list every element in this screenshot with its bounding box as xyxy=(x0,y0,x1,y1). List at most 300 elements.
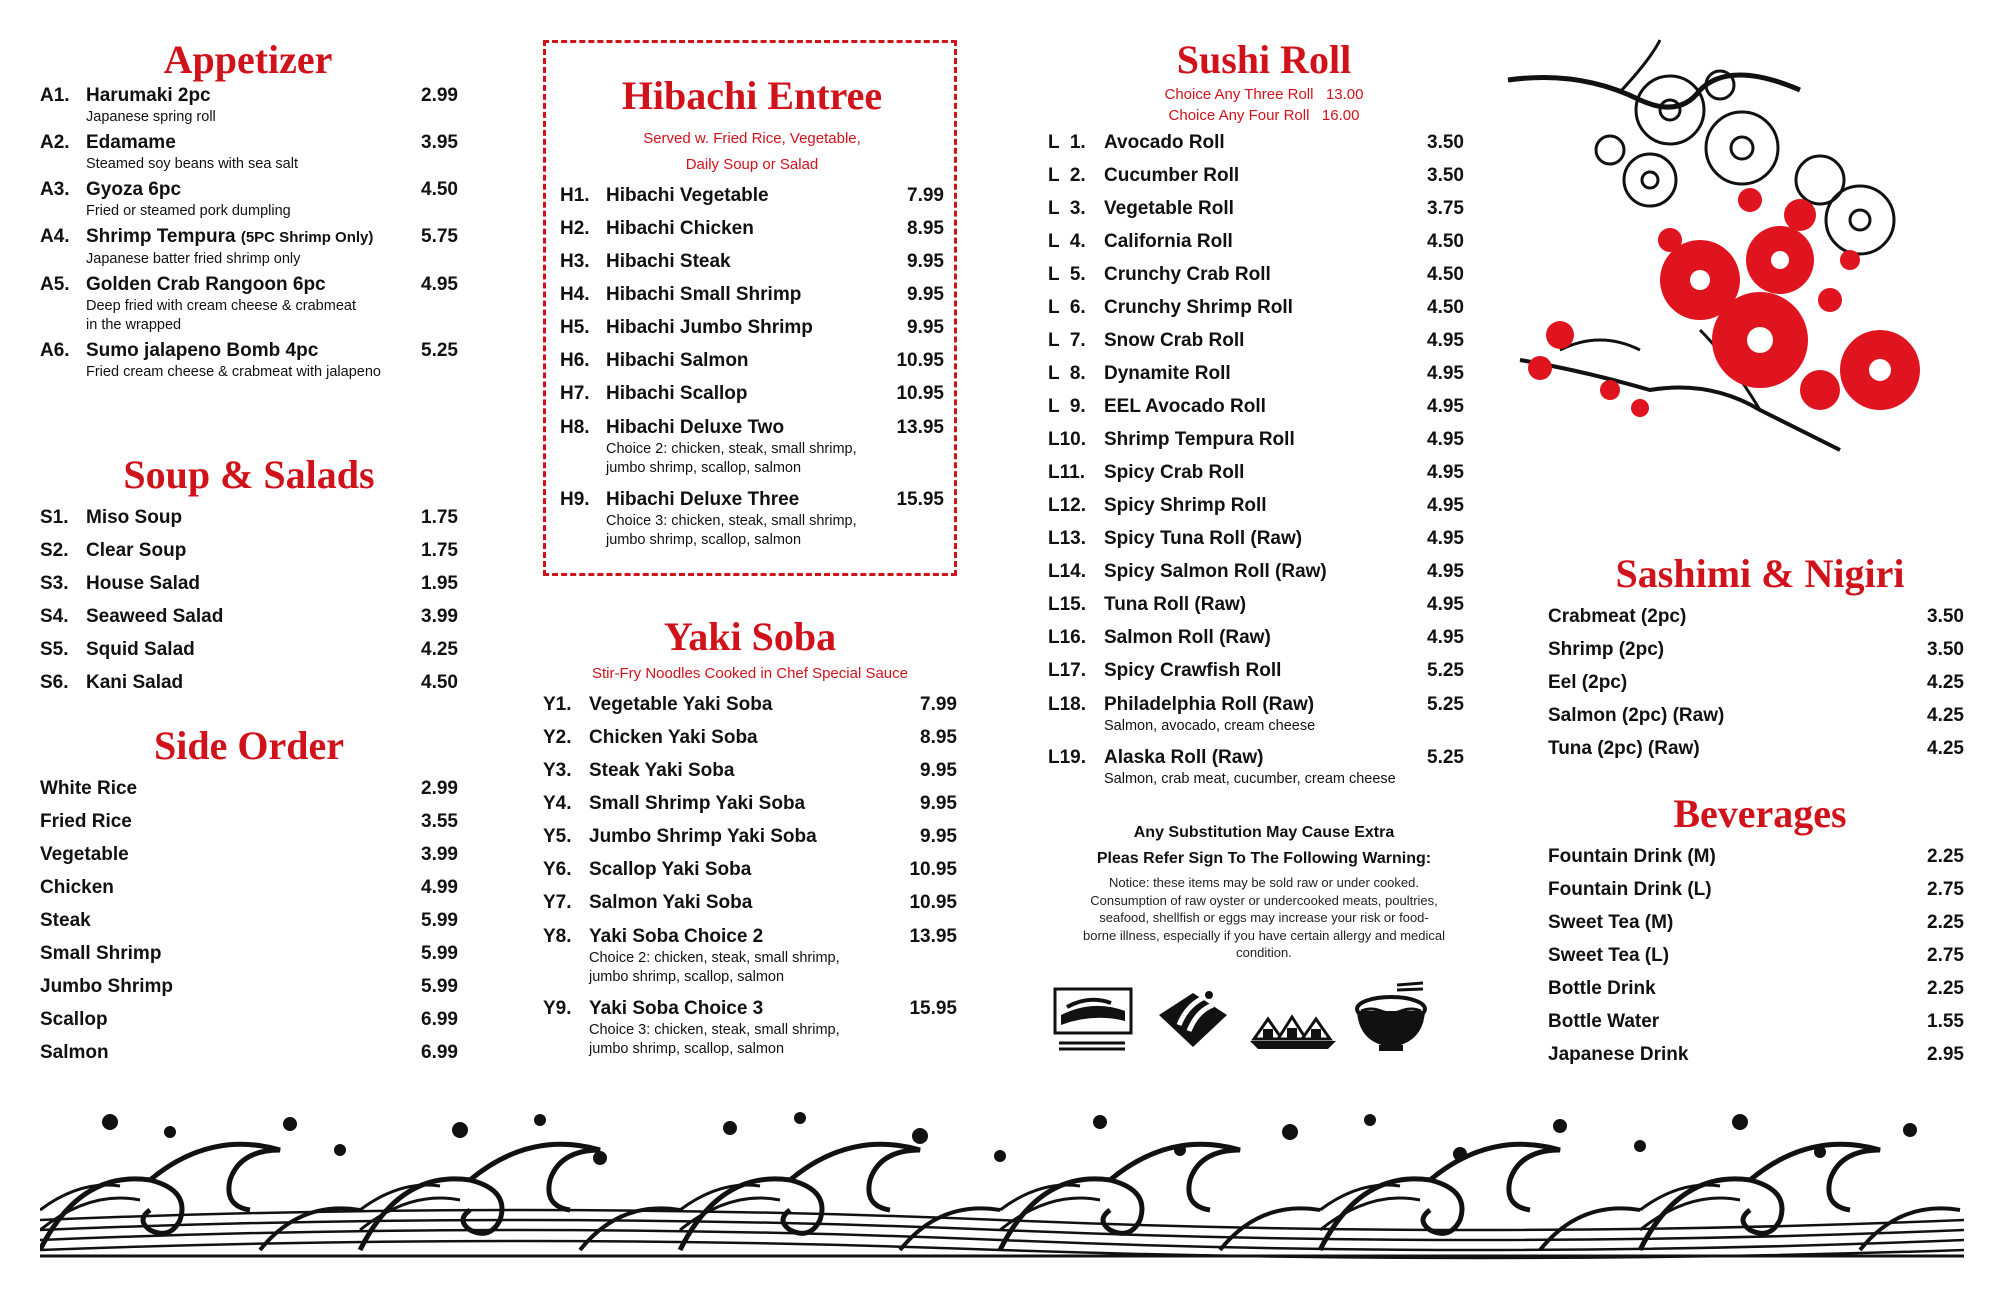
item-price: 4.25 xyxy=(1927,738,1964,759)
item-price: 4.50 xyxy=(1427,231,1464,252)
item-price: 5.25 xyxy=(1427,694,1464,715)
menu-item xyxy=(1048,258,1464,291)
item-price: 4.95 xyxy=(1427,396,1464,417)
item-name: Hibachi Jumbo Shrimp xyxy=(606,317,813,338)
menu-item xyxy=(560,377,944,410)
notice-text: condition. xyxy=(1236,945,1292,960)
item-price: 3.50 xyxy=(1427,165,1464,186)
item-price: 3.75 xyxy=(1427,198,1464,219)
item-name: Salmon Yaki Soba xyxy=(589,891,753,913)
item-name: Steak Yaki Soba xyxy=(589,759,735,781)
item-code: Y1. xyxy=(543,693,572,715)
item-name: Snow Crab Roll xyxy=(1104,330,1245,351)
item-name: Kani Salad xyxy=(86,672,184,693)
menu-item xyxy=(1548,633,1964,666)
item-code: L 9. xyxy=(1048,396,1086,417)
menu-item xyxy=(1048,192,1464,225)
item-name: Fountain Drink (M) xyxy=(1548,846,1716,867)
menu-item xyxy=(40,225,458,269)
item-price: 4.95 xyxy=(1427,363,1464,384)
menu-item xyxy=(1548,972,1964,1005)
menu-item xyxy=(543,754,957,787)
item-price: 2.95 xyxy=(1927,1044,1964,1065)
item-name: Spicy Crawfish Roll xyxy=(1104,660,1282,681)
item-name: Hibachi Salmon xyxy=(606,350,749,371)
item-price: 4.25 xyxy=(1927,672,1964,693)
menu-item xyxy=(40,501,458,534)
menu-item xyxy=(1548,840,1964,873)
menu-item xyxy=(40,178,458,221)
item-name: Tuna Roll (Raw) xyxy=(1104,594,1247,615)
item-code: L 3. xyxy=(1048,198,1086,219)
section-subtitle: Stir-Fry Noodles Cooked in Chef Special Sauce xyxy=(592,665,908,682)
sashimi-section xyxy=(1548,551,1964,765)
item-price: 15.95 xyxy=(896,489,944,510)
menu-item xyxy=(560,311,944,344)
item-name: Bottle Water xyxy=(1548,1011,1660,1032)
item-price: 4.95 xyxy=(1427,561,1464,582)
item-code: Y2. xyxy=(543,726,572,748)
menu-item xyxy=(543,997,957,1059)
item-code: S2. xyxy=(40,540,69,561)
menu-item xyxy=(40,1003,458,1036)
menu-item xyxy=(1548,666,1964,699)
item-price: 13.95 xyxy=(896,417,944,438)
item-name: Vegetable xyxy=(40,844,129,865)
item-price: 4.50 xyxy=(421,672,458,693)
item-name: Salmon (2pc) (Raw) xyxy=(1548,705,1725,726)
sushi-roll-section xyxy=(1048,37,1464,793)
item-code: S4. xyxy=(40,606,69,627)
menu-item xyxy=(1548,1038,1964,1071)
section-subtitle: Daily Soup or Salad xyxy=(685,156,819,173)
section-subtitle: Choice Any Three Roll 13.00 xyxy=(1164,86,1364,103)
item-name: Hibachi Scallop xyxy=(606,383,748,404)
item-code: S1. xyxy=(40,507,69,528)
sashimi-icon xyxy=(1053,985,1135,1055)
item-price: 10.95 xyxy=(896,350,944,371)
item-code: L13. xyxy=(1048,528,1087,549)
item-code: H6. xyxy=(560,350,590,371)
item-name: EEL Avocado Roll xyxy=(1104,396,1266,417)
item-code: H3. xyxy=(560,251,590,272)
item-name: Japanese Drink xyxy=(1548,1044,1689,1065)
food-icons-row xyxy=(1053,985,1473,1065)
menu-item xyxy=(1048,225,1464,258)
item-desc: jumbo shrimp, scallop, salmon xyxy=(589,968,785,985)
menu-item xyxy=(1048,390,1464,423)
item-price: 5.25 xyxy=(1427,660,1464,681)
item-price: 4.95 xyxy=(1427,627,1464,648)
wave-border-icon xyxy=(40,1110,1964,1260)
item-code: L15. xyxy=(1048,594,1087,615)
item-desc: Choice 2: chicken, steak, small shrimp, xyxy=(589,949,840,966)
item-price: 1.55 xyxy=(1927,1011,1964,1032)
menu-item xyxy=(1548,906,1964,939)
menu-item xyxy=(40,838,458,871)
item-code: S6. xyxy=(40,672,69,693)
item-name: Shrimp Tempura Roll xyxy=(1104,429,1295,450)
item-name: Yaki Soba Choice 3 xyxy=(589,997,764,1019)
section-title: Sushi Roll xyxy=(1176,37,1352,82)
item-price: 10.95 xyxy=(909,891,957,913)
item-code: L19. xyxy=(1048,747,1087,768)
item-name: Shrimp (2pc) xyxy=(1548,639,1665,660)
section-title: Beverages xyxy=(1673,791,1847,836)
menu-item xyxy=(40,273,458,335)
item-price: 5.99 xyxy=(421,910,458,931)
item-code: A6. xyxy=(40,340,70,361)
menu-item xyxy=(40,666,458,699)
menu-item xyxy=(560,245,944,278)
item-name: Hibachi Deluxe Two xyxy=(606,417,785,438)
item-code: H1. xyxy=(560,185,590,206)
appetizer-section xyxy=(40,37,458,386)
menu-item xyxy=(40,131,458,174)
item-price: 5.99 xyxy=(421,943,458,964)
item-code: H5. xyxy=(560,317,590,338)
item-name: Jumbo Shrimp xyxy=(40,976,174,997)
menu-item xyxy=(560,416,944,478)
item-name: Edamame xyxy=(86,132,176,153)
item-price: 9.95 xyxy=(907,284,944,305)
item-price: 5.25 xyxy=(1427,747,1464,768)
menu-item xyxy=(1548,1005,1964,1038)
item-price: 2.99 xyxy=(421,778,458,799)
item-name: Fountain Drink (L) xyxy=(1548,879,1712,900)
notice-block xyxy=(1064,820,1464,962)
item-price: 3.50 xyxy=(1427,132,1464,153)
item-price: 7.99 xyxy=(920,693,957,715)
item-price: 3.50 xyxy=(1927,639,1964,660)
notice-text: Notice: these items may be sold raw or under cooked. xyxy=(1109,875,1419,890)
item-price: 3.55 xyxy=(421,811,458,832)
menu-item xyxy=(1048,621,1464,654)
item-price: 1.75 xyxy=(421,507,458,528)
item-name: House Salad xyxy=(86,573,201,594)
item-price: 2.75 xyxy=(1927,879,1964,900)
item-price: 3.99 xyxy=(421,606,458,627)
menu-item xyxy=(1548,873,1964,906)
notice-text: Consumption of raw oyster or undercooked meats, poultries, xyxy=(1090,892,1438,908)
item-name: Yaki Soba Choice 2 xyxy=(589,925,764,947)
item-code: Y7. xyxy=(543,891,572,913)
notice-text: borne illness, especially if you have certain allergy and medical xyxy=(1082,927,1446,943)
item-code: Y5. xyxy=(543,825,572,847)
item-price: 10.95 xyxy=(909,858,957,880)
notice-heading: Any Substitution May Cause Extra xyxy=(1133,824,1395,841)
item-name: Sumo jalapeno Bomb 4pc xyxy=(86,340,319,361)
menu-item xyxy=(1548,732,1964,765)
noodle-bowl-icon xyxy=(1353,981,1433,1055)
menu-item xyxy=(560,488,944,550)
item-name: Miso Soup xyxy=(86,507,183,528)
item-name: Eel (2pc) xyxy=(1548,672,1628,693)
item-price: 4.95 xyxy=(1427,330,1464,351)
item-desc: Choice 3: chicken, steak, small shrimp, xyxy=(606,513,857,529)
menu-item xyxy=(40,600,458,633)
item-desc: Fried or steamed pork dumpling xyxy=(86,203,291,219)
item-price: 8.95 xyxy=(920,726,957,748)
menu-item xyxy=(40,970,458,1003)
item-name: Salmon xyxy=(40,1042,109,1063)
item-code: A3. xyxy=(40,179,70,200)
item-price: 4.95 xyxy=(1427,528,1464,549)
item-desc: Salmon, crab meat, cucumber, cream cheese xyxy=(1104,771,1396,787)
menu-item xyxy=(543,925,957,987)
menu-item xyxy=(543,853,957,886)
notice-heading: Pleas Refer Sign To The Following Warning: xyxy=(1096,850,1432,867)
yaki-soba-section xyxy=(543,614,957,1063)
item-price: 4.50 xyxy=(421,179,458,200)
item-name: Hibachi Vegetable xyxy=(606,185,769,206)
menu-item xyxy=(543,721,957,754)
item-name: Sweet Tea (M) xyxy=(1548,912,1674,933)
item-name: Seaweed Salad xyxy=(86,606,224,627)
item-name: Squid Salad xyxy=(86,639,195,660)
item-name: Hibachi Chicken xyxy=(606,218,754,239)
section-title: Sashimi & Nigiri xyxy=(1615,551,1905,596)
item-code: Y8. xyxy=(543,925,572,947)
item-desc: Salmon, avocado, cream cheese xyxy=(1104,718,1316,734)
soup-section xyxy=(40,452,458,699)
item-price: 1.95 xyxy=(421,573,458,594)
menu-item xyxy=(1048,159,1464,192)
item-price: 5.25 xyxy=(421,340,458,361)
item-desc: Choice 2: chicken, steak, small shrimp, xyxy=(606,441,857,457)
menu-item xyxy=(1048,357,1464,390)
item-code: H8. xyxy=(560,417,590,438)
item-price: 3.50 xyxy=(1927,606,1964,627)
item-desc: jumbo shrimp, scallop, salmon xyxy=(606,460,802,476)
menu-item xyxy=(560,278,944,311)
item-price: 9.95 xyxy=(920,825,957,847)
item-code: L12. xyxy=(1048,495,1087,516)
menu-item xyxy=(1548,600,1964,633)
item-code: Y6. xyxy=(543,858,572,880)
menu-item xyxy=(1048,654,1464,687)
item-code: S3. xyxy=(40,573,69,594)
section-title: Yaki Soba xyxy=(663,614,837,659)
item-name-note: (5PC Shrimp Only) xyxy=(240,229,374,246)
item-code: L16. xyxy=(1048,627,1087,648)
item-code: L 6. xyxy=(1048,297,1086,318)
item-code: S5. xyxy=(40,639,69,660)
item-code: A1. xyxy=(40,85,70,106)
menu-item xyxy=(543,787,957,820)
item-name: Tuna (2pc) (Raw) xyxy=(1548,738,1700,759)
item-name: Crunchy Crab Roll xyxy=(1104,264,1271,285)
menu-item xyxy=(1048,324,1464,357)
menu-item xyxy=(40,534,458,567)
menu-item xyxy=(1048,126,1464,159)
item-code: A5. xyxy=(40,274,70,295)
item-price: 4.95 xyxy=(1427,429,1464,450)
item-code: H9. xyxy=(560,489,590,510)
item-name: Avocado Roll xyxy=(1104,132,1225,153)
item-name: Chicken Yaki Soba xyxy=(589,726,758,748)
side-order-section xyxy=(40,723,458,1069)
item-name: Hibachi Small Shrimp xyxy=(606,284,802,305)
item-desc: Fried cream cheese & crabmeat with jalapeno xyxy=(86,364,381,380)
section-subtitle: Served w. Fried Rice, Vegetable, xyxy=(643,130,861,147)
item-name: Clear Soup xyxy=(86,540,187,561)
menu-item xyxy=(543,688,957,721)
menu-item xyxy=(40,937,458,970)
item-name: Philadelphia Roll (Raw) xyxy=(1104,694,1315,715)
menu-item xyxy=(560,179,944,212)
item-desc: Steamed soy beans with sea salt xyxy=(86,156,298,172)
tempura-icon xyxy=(1153,985,1233,1055)
menu-item xyxy=(40,871,458,904)
menu-item xyxy=(560,344,944,377)
item-name: White Rice xyxy=(40,778,138,799)
menu-item xyxy=(543,820,957,853)
item-price: 2.25 xyxy=(1927,912,1964,933)
item-desc: Japanese spring roll xyxy=(86,109,216,125)
item-code: L11. xyxy=(1048,462,1085,483)
item-price: 4.95 xyxy=(1427,462,1464,483)
item-price: 4.99 xyxy=(421,877,458,898)
item-name: Vegetable Yaki Soba xyxy=(589,693,773,715)
item-code: L 8. xyxy=(1048,363,1086,384)
item-name: Spicy Crab Roll xyxy=(1104,462,1245,483)
menu-item xyxy=(40,805,458,838)
item-code: Y9. xyxy=(543,997,572,1019)
item-price: 4.95 xyxy=(1427,594,1464,615)
item-name: Scallop Yaki Soba xyxy=(589,858,752,880)
item-price: 2.25 xyxy=(1927,978,1964,999)
item-price: 4.50 xyxy=(1427,297,1464,318)
item-name: Scallop xyxy=(40,1009,108,1030)
cherry-blossom-icon xyxy=(1500,30,1920,470)
item-price: 4.50 xyxy=(1427,264,1464,285)
onigiri-icon xyxy=(1248,993,1338,1053)
item-name: Crabmeat (2pc) xyxy=(1548,606,1687,627)
menu-item xyxy=(1048,456,1464,489)
item-price: 4.25 xyxy=(1927,705,1964,726)
item-price: 2.25 xyxy=(1927,846,1964,867)
item-code: L 1. xyxy=(1048,132,1086,153)
item-name: Sweet Tea (L) xyxy=(1548,945,1670,966)
item-name: Hibachi Steak xyxy=(606,251,731,272)
item-code: L 5. xyxy=(1048,264,1086,285)
menu-item xyxy=(1048,291,1464,324)
item-name: Alaska Roll (Raw) xyxy=(1104,747,1264,768)
beverages-section xyxy=(1548,791,1964,1071)
item-code: L14. xyxy=(1048,561,1087,582)
notice-text: seafood, shellfish or eggs may increase your risk or food- xyxy=(1099,910,1429,925)
item-price: 2.99 xyxy=(421,85,458,106)
item-price: 1.75 xyxy=(421,540,458,561)
section-title: Hibachi Entree xyxy=(621,73,883,118)
item-desc: Choice 3: chicken, steak, small shrimp, xyxy=(589,1021,840,1038)
item-code: L 2. xyxy=(1048,165,1086,186)
item-price: 8.95 xyxy=(907,218,944,239)
item-name: Golden Crab Rangoon 6pc xyxy=(86,274,326,295)
item-name: Dynamite Roll xyxy=(1104,363,1231,384)
item-price: 3.95 xyxy=(421,132,458,153)
menu-item xyxy=(1048,693,1464,736)
item-code: L 7. xyxy=(1048,330,1086,351)
item-code: A2. xyxy=(40,132,70,153)
item-price: 3.99 xyxy=(421,844,458,865)
menu-item xyxy=(1048,588,1464,621)
item-price: 6.99 xyxy=(421,1009,458,1030)
item-price: 9.95 xyxy=(907,251,944,272)
item-price: 9.95 xyxy=(920,792,957,814)
item-price: 7.99 xyxy=(907,185,944,206)
item-price: 9.95 xyxy=(920,759,957,781)
item-name: Hibachi Deluxe Three xyxy=(606,489,800,510)
item-price: 10.95 xyxy=(896,383,944,404)
item-desc: jumbo shrimp, scallop, salmon xyxy=(589,1040,785,1057)
menu-item xyxy=(40,772,458,805)
item-code: H7. xyxy=(560,383,590,404)
item-price: 5.75 xyxy=(421,226,458,247)
menu-item xyxy=(40,84,458,127)
item-code: L17. xyxy=(1048,660,1087,681)
item-name: Spicy Salmon Roll (Raw) xyxy=(1104,561,1327,582)
section-title: Side Order xyxy=(154,723,344,768)
menu-item xyxy=(40,904,458,937)
item-name: Spicy Tuna Roll (Raw) xyxy=(1104,528,1303,549)
section-title: Appetizer xyxy=(163,37,333,82)
hibachi-section xyxy=(560,73,944,554)
item-name: Vegetable Roll xyxy=(1104,198,1234,219)
item-price: 4.95 xyxy=(421,274,458,295)
menu-item xyxy=(1048,423,1464,456)
item-name: Bottle Drink xyxy=(1548,978,1656,999)
item-code: L 4. xyxy=(1048,231,1086,252)
item-name: Small Shrimp xyxy=(40,943,162,964)
item-name: Harumaki 2pc xyxy=(86,85,211,106)
menu-item xyxy=(40,1036,458,1069)
item-name: Shrimp Tempura xyxy=(86,226,236,247)
menu-item xyxy=(1048,489,1464,522)
menu-item xyxy=(1048,555,1464,588)
item-price: 4.95 xyxy=(1427,495,1464,516)
item-desc: Deep fried with cream cheese & crabmeat xyxy=(86,298,356,314)
item-code: H2. xyxy=(560,218,590,239)
item-code: Y3. xyxy=(543,759,572,781)
menu-item xyxy=(40,567,458,600)
item-name: Cucumber Roll xyxy=(1104,165,1240,186)
item-name: Small Shrimp Yaki Soba xyxy=(589,792,806,814)
item-name: Fried Rice xyxy=(40,811,132,832)
item-name: Chicken xyxy=(40,877,114,898)
item-name: Crunchy Shrimp Roll xyxy=(1104,297,1293,318)
item-price: 9.95 xyxy=(907,317,944,338)
item-desc: jumbo shrimp, scallop, salmon xyxy=(606,532,802,548)
item-name: Steak xyxy=(40,910,91,931)
section-title: Soup & Salads xyxy=(123,452,375,497)
item-name: Spicy Shrimp Roll xyxy=(1104,495,1267,516)
item-price: 4.25 xyxy=(421,639,458,660)
item-code: L18. xyxy=(1048,694,1087,715)
item-name: Gyoza 6pc xyxy=(86,179,182,200)
menu-item xyxy=(560,212,944,245)
item-price: 2.75 xyxy=(1927,945,1964,966)
item-price: 5.99 xyxy=(421,976,458,997)
menu-item xyxy=(40,633,458,666)
menu-item xyxy=(1548,939,1964,972)
menu-item xyxy=(543,886,957,919)
item-name: California Roll xyxy=(1104,231,1233,252)
item-price: 6.99 xyxy=(421,1042,458,1063)
item-code: H4. xyxy=(560,284,590,305)
menu-item xyxy=(1048,746,1464,789)
